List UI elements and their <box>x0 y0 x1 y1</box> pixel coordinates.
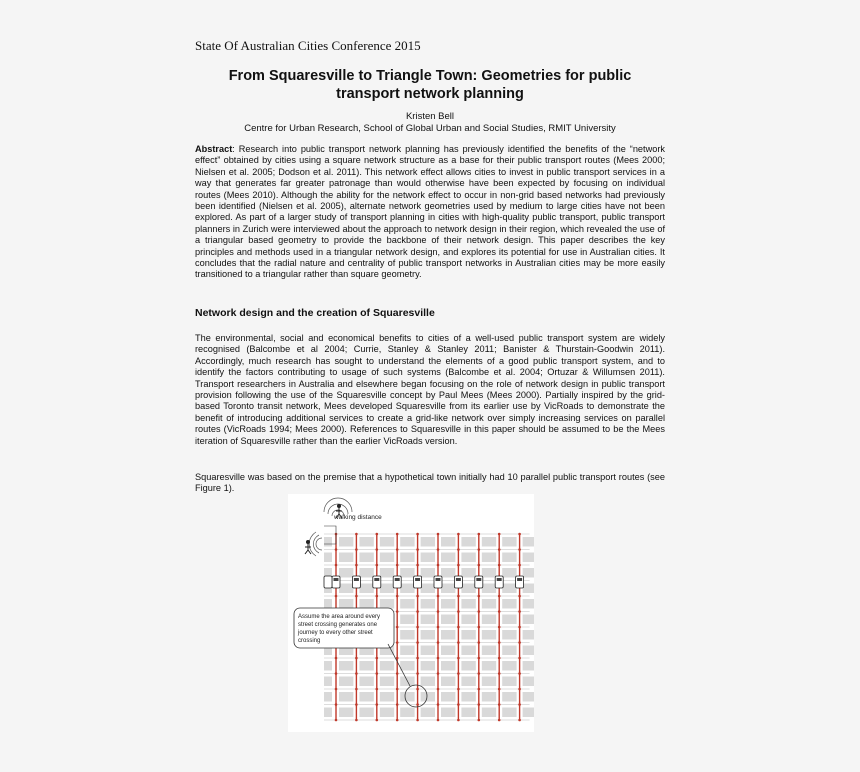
city-block <box>523 553 534 563</box>
city-block <box>441 708 455 718</box>
route-stop <box>335 548 338 551</box>
city-block <box>421 708 435 718</box>
city-block <box>461 692 475 702</box>
route-stop <box>498 719 501 722</box>
route-stop <box>457 641 460 644</box>
city-block <box>380 553 394 563</box>
route-stop <box>376 657 379 660</box>
route-stop <box>376 703 379 706</box>
callout-line-3: journey to every other street <box>298 630 373 636</box>
route-stop <box>396 719 399 722</box>
route-stop <box>478 657 481 660</box>
route-stop <box>376 548 379 551</box>
callout-line-1: Assume the area around every <box>298 614 381 620</box>
route-stop <box>518 626 521 629</box>
route-stop <box>518 672 521 675</box>
city-block <box>324 537 332 547</box>
city-block <box>441 568 455 578</box>
city-block <box>482 692 496 702</box>
city-block <box>523 708 534 718</box>
route-stop <box>416 595 419 598</box>
city-block <box>482 553 496 563</box>
city-block <box>502 692 516 702</box>
route-stop <box>437 610 440 613</box>
body-paragraph-1: The environmental, social and economical benefits to cities of a well-used public transport system are widely recognised (Balcombe et al 2004; Currie, Stanley & Stanley 2011; Banister & Thurstain-Goodwin 2011). Accordingly, much research has sought to understand the elements of a good public transport system, and to identify the factors contributing to usage of such systems (Balcombe et al. 2004; Ortuzar & Willumsen 2011). Transport researchers in Australia and elsewhere began focusing on the role of network design in public transport provision following the use of the Squaresville concept by Paul Mees (Mees 2000). Partially inspired by the grid-based Toronto transit network, Mees developed Squaresville from its earlier use by VicRoads to demonstrate the benefit of introducing additional services to create a grid-like network over simply increasing services on parallel routes (VicRoads 1994; Mees 2000). References to Squaresville in this paper should be assumed to be the Mees iteration of Squaresville rather than the earlier VicRoads version. <box>195 333 665 446</box>
city-block <box>421 537 435 547</box>
city-block <box>380 599 394 609</box>
city-block <box>502 615 516 625</box>
route-stop <box>457 564 460 567</box>
bus-icon <box>393 576 401 588</box>
city-block <box>461 661 475 671</box>
city-block <box>359 677 373 687</box>
route-stop <box>437 719 440 722</box>
paper-title: From Squaresville to Triangle Town: Geometries for public transport network planning <box>228 68 632 102</box>
city-block <box>523 677 534 687</box>
route-stop <box>396 657 399 660</box>
callout-line-2: street crossing generates one <box>298 622 378 628</box>
route-stop <box>335 703 338 706</box>
city-block <box>400 584 414 594</box>
route-stop <box>376 672 379 675</box>
city-block <box>400 568 414 578</box>
city-block <box>461 630 475 640</box>
route-stop <box>437 595 440 598</box>
city-block <box>324 692 332 702</box>
route-stop <box>355 533 358 536</box>
city-block <box>359 568 373 578</box>
route-stop <box>437 564 440 567</box>
city-block <box>482 568 496 578</box>
city-block <box>441 677 455 687</box>
route-stop <box>396 672 399 675</box>
route-stop <box>335 564 338 567</box>
city-block <box>400 615 414 625</box>
route-stop <box>518 595 521 598</box>
route-stop <box>416 641 419 644</box>
city-block <box>461 568 475 578</box>
route-stop <box>355 703 358 706</box>
route-stop <box>376 595 379 598</box>
route-stop <box>478 688 481 691</box>
city-block <box>523 615 534 625</box>
route-stop <box>437 548 440 551</box>
route-stop <box>396 610 399 613</box>
city-block <box>502 599 516 609</box>
city-block <box>380 568 394 578</box>
route-stop <box>498 657 501 660</box>
city-block <box>502 708 516 718</box>
route-stop <box>437 641 440 644</box>
route-stop <box>416 657 419 660</box>
author-affiliation: Centre for Urban Research, School of Global Urban and Social Studies, RMIT University <box>244 123 616 134</box>
route-stop <box>478 641 481 644</box>
route-stop <box>396 626 399 629</box>
route-stop <box>478 719 481 722</box>
city-block <box>502 553 516 563</box>
route-stop <box>518 564 521 567</box>
route-stop <box>478 610 481 613</box>
city-block <box>324 661 332 671</box>
route-stop <box>498 595 501 598</box>
bus-icon <box>516 576 524 588</box>
city-block <box>339 537 353 547</box>
city-block <box>523 584 534 594</box>
section-heading: Network design and the creation of Squaresville <box>195 307 435 319</box>
city-block <box>324 677 332 687</box>
route-stop <box>355 564 358 567</box>
city-block <box>441 692 455 702</box>
route-stop <box>518 657 521 660</box>
route-stop <box>335 657 338 660</box>
city-block <box>359 708 373 718</box>
city-block <box>523 646 534 656</box>
route-stop <box>457 548 460 551</box>
bus-icon <box>434 576 442 588</box>
route-stop <box>457 626 460 629</box>
city-block <box>461 537 475 547</box>
city-block <box>441 553 455 563</box>
route-stop <box>396 703 399 706</box>
route-stop <box>478 595 481 598</box>
route-stop <box>416 688 419 691</box>
city-block <box>421 630 435 640</box>
city-block <box>421 615 435 625</box>
route-stop <box>376 533 379 536</box>
city-block <box>523 568 534 578</box>
route-stop <box>498 703 501 706</box>
bus-icon <box>332 576 340 588</box>
city-block <box>400 646 414 656</box>
abstract-text: : Research into public transport network planning has previously identified the benefits of the “network effect” obtained by cities using a square network structure as a base for their public transport routes (Mees 2000; Nielsen et al. 2005; Dodson et al. 2011). This network effect allows cities to invest in public transport services in a way that generates far greater patronage than would otherwise have been expected by focusing on individual routes (Mees 2010). Although the ability for the network effect to occur in non-grid based networks had previously been identified (Nielsen et al. 2005), alternate network geometries used by medium to large cities have not been explored. As part of a larger study of transport planning in cities with high-quality public transport, public transport planners in Zurich were interviewed about the approach to network design in their region, which revealed the use of a triangular based geometry to provide the backbone of their network design. This paper describes the key principles and methods used in a triangular network design, and explores its potential for use in Australian cities. It concludes that the radial nature and centrality of public transport networks in Australian cities may be more easily transitioned to a triangular rather than square geometry. <box>195 144 665 280</box>
city-block <box>502 584 516 594</box>
route-stop <box>396 595 399 598</box>
city-block <box>421 568 435 578</box>
city-block <box>461 584 475 594</box>
city-block <box>324 553 332 563</box>
city-block <box>380 537 394 547</box>
route-stop <box>478 533 481 536</box>
city-block <box>359 584 373 594</box>
route-stop <box>335 595 338 598</box>
route-stop <box>478 626 481 629</box>
city-block <box>324 708 332 718</box>
route-stop <box>518 548 521 551</box>
city-block <box>502 661 516 671</box>
route-stop <box>437 533 440 536</box>
city-block <box>339 599 353 609</box>
city-block <box>339 708 353 718</box>
city-block <box>400 661 414 671</box>
city-block <box>502 537 516 547</box>
city-block <box>461 708 475 718</box>
city-block <box>523 599 534 609</box>
route-stop <box>355 548 358 551</box>
city-block <box>482 630 496 640</box>
route-stop <box>498 672 501 675</box>
route-stop <box>416 533 419 536</box>
city-block <box>421 553 435 563</box>
route-stop <box>518 641 521 644</box>
route-stop <box>498 548 501 551</box>
route-stop <box>457 657 460 660</box>
bus-icon <box>414 576 422 588</box>
route-stop <box>498 626 501 629</box>
city-block <box>380 584 394 594</box>
route-stop <box>518 533 521 536</box>
route-stop <box>355 595 358 598</box>
route-stop <box>498 533 501 536</box>
route-stop <box>478 564 481 567</box>
city-block <box>482 615 496 625</box>
route-stop <box>355 688 358 691</box>
route-stop <box>518 688 521 691</box>
city-block <box>359 599 373 609</box>
city-block <box>421 646 435 656</box>
route-stop <box>416 610 419 613</box>
bus-icon <box>352 576 360 588</box>
city-block <box>359 537 373 547</box>
route-stop <box>437 688 440 691</box>
route-stop <box>457 595 460 598</box>
city-block <box>461 646 475 656</box>
city-block <box>461 677 475 687</box>
city-block <box>482 537 496 547</box>
route-stop <box>518 719 521 722</box>
route-stop <box>457 533 460 536</box>
route-stop <box>355 719 358 722</box>
route-stop <box>498 641 501 644</box>
route-stop <box>437 672 440 675</box>
city-block <box>523 661 534 671</box>
city-block <box>523 692 534 702</box>
route-stop <box>478 672 481 675</box>
city-block <box>380 692 394 702</box>
route-stop <box>478 548 481 551</box>
city-block <box>482 677 496 687</box>
city-block <box>482 584 496 594</box>
city-block <box>502 677 516 687</box>
city-block <box>482 708 496 718</box>
city-block <box>400 708 414 718</box>
city-block <box>421 692 435 702</box>
route-stop <box>335 688 338 691</box>
route-stop <box>335 719 338 722</box>
city-block <box>441 630 455 640</box>
city-block <box>339 568 353 578</box>
route-stop <box>457 672 460 675</box>
walking-distance-label: walking distance <box>334 514 382 521</box>
route-stop <box>416 564 419 567</box>
bus-icon <box>324 576 332 588</box>
city-block <box>400 537 414 547</box>
route-stop <box>457 610 460 613</box>
city-block <box>441 537 455 547</box>
city-block <box>421 661 435 671</box>
city-block <box>339 584 353 594</box>
route-stop <box>437 657 440 660</box>
bus-icon <box>454 576 462 588</box>
bus-icon <box>495 576 503 588</box>
route-stop <box>416 672 419 675</box>
route-stop <box>457 688 460 691</box>
city-block <box>359 661 373 671</box>
city-block <box>523 537 534 547</box>
route-stop <box>498 610 501 613</box>
route-stop <box>478 703 481 706</box>
route-stop <box>376 719 379 722</box>
route-stop <box>416 626 419 629</box>
city-block <box>441 615 455 625</box>
bus-icon <box>373 576 381 588</box>
city-block <box>339 692 353 702</box>
route-stop <box>376 564 379 567</box>
route-stop <box>416 719 419 722</box>
bus-icon <box>475 576 483 588</box>
city-block <box>380 661 394 671</box>
route-stop <box>396 688 399 691</box>
city-block <box>482 646 496 656</box>
body-paragraph-2: Squaresville was based on the premise that a hypothetical town initially had 10 parallel public transport routes (see Figure 1). <box>195 472 665 494</box>
city-block <box>400 692 414 702</box>
city-block <box>441 599 455 609</box>
route-stop <box>396 533 399 536</box>
city-block <box>421 677 435 687</box>
route-stop <box>416 548 419 551</box>
city-block <box>421 599 435 609</box>
route-stop <box>416 703 419 706</box>
city-block <box>400 630 414 640</box>
route-stop <box>376 688 379 691</box>
city-block <box>482 661 496 671</box>
city-block <box>400 553 414 563</box>
city-block <box>461 599 475 609</box>
city-block <box>339 677 353 687</box>
abstract-paragraph <box>195 144 665 281</box>
city-block <box>400 599 414 609</box>
city-block <box>339 661 353 671</box>
route-stop <box>457 703 460 706</box>
city-block <box>502 568 516 578</box>
city-block <box>461 553 475 563</box>
city-block <box>502 630 516 640</box>
route-stop <box>457 719 460 722</box>
route-stop <box>355 672 358 675</box>
abstract-label: Abstract <box>195 144 233 154</box>
figure-1-squaresville-grid <box>288 494 534 732</box>
route-stop <box>498 564 501 567</box>
city-block <box>359 692 373 702</box>
route-stop <box>498 688 501 691</box>
city-block <box>482 599 496 609</box>
city-block <box>380 708 394 718</box>
city-block <box>441 661 455 671</box>
city-block <box>380 677 394 687</box>
route-stop <box>396 641 399 644</box>
city-block <box>359 553 373 563</box>
city-block <box>461 615 475 625</box>
author-name: Kristen Bell <box>405 111 455 122</box>
route-stop <box>335 672 338 675</box>
route-stop <box>396 548 399 551</box>
city-block <box>324 599 332 609</box>
city-block <box>339 553 353 563</box>
route-stop <box>437 703 440 706</box>
city-block <box>523 630 534 640</box>
city-block <box>441 646 455 656</box>
route-stop <box>518 703 521 706</box>
route-stop <box>355 657 358 660</box>
route-stop <box>437 626 440 629</box>
city-block <box>421 584 435 594</box>
callout-line-4: crossing <box>298 638 321 644</box>
route-stop <box>396 564 399 567</box>
city-block <box>502 646 516 656</box>
route-stop <box>518 610 521 613</box>
city-block <box>441 584 455 594</box>
conference-header: State Of Australian Cities Conference 2015 <box>195 38 421 53</box>
